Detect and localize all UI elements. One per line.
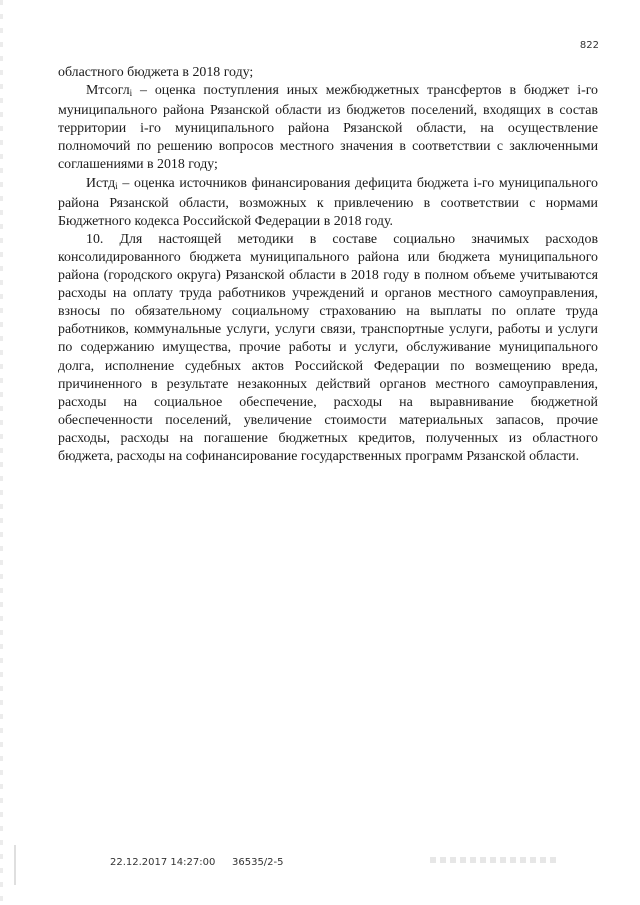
scan-edge-artifact (0, 0, 3, 905)
paragraph-istd-definition (58, 175, 598, 231)
term-istd: Истд (86, 175, 116, 191)
term-mtsogl-subscript: i (129, 88, 133, 99)
paragraph-mtsogl-definition (58, 82, 598, 174)
footer-doc-code: 36535/2-5 (232, 857, 284, 868)
footer-datetime: 22.12.2017 14:27:00 (110, 857, 216, 868)
page-number: 822 (579, 40, 599, 51)
term-mtsogl: Мтсогл (86, 83, 130, 99)
scan-mark-artifact (14, 845, 16, 885)
mtsogl-definition-text: – оценка поступления иных межбюджетных трансфертов в бюджет i-го муниципального района Рязанской области из бюджетов поселений, входящих в состав территории i-го муниципального района Рязанской области, на осуществление полномочий по решению вопросов местного значения в соответствии с заключенными соглашениями в 2018 году; (58, 83, 598, 173)
paragraph-item-10: 10. Для настоящей методики в составе социально значимых расходов консолидированного бюджета муниципального района или бюджета муниципального района (городского округа) Рязанской области в 2018 году в полном объеме учитываются расходы на оплату труда работников учреждений и органов местного самоуправления, взносы по обязательному социальному страхованию на выплаты по оплате труда работников, коммунальные услуги, услуги связи, транспортные услуги, работы и услуги по содержанию имущества, прочие работы и услуги, обслуживание муниципального долга, исполнение судебных актов Российской Федерации по возмещению вреда, причиненного в результате незаконных действий органов местного самоуправления, расходы на социальное обеспечение, расходы на выравнивание бюджетной обеспеченности поселений, увеличение стоимости материальных запасов, прочие расходы, расходы на погашение бюджетных кредитов, полученных из областного бюджета, расходы на софинансирование государственных программ Рязанской области. (58, 231, 598, 464)
footer-faint-stamp (430, 857, 560, 863)
istd-definition-text: – оценка источников финансирования дефицита бюджета i-го муниципального района Рязанской области, возможных к привлечению в соответствии с нормами Бюджетного кодекса Российской Федерации в 2018 году. (58, 175, 598, 229)
term-istd-subscript: i (115, 180, 118, 191)
document-body (58, 64, 598, 466)
paragraph-continuation: областного бюджета в 2018 году; (58, 65, 254, 80)
